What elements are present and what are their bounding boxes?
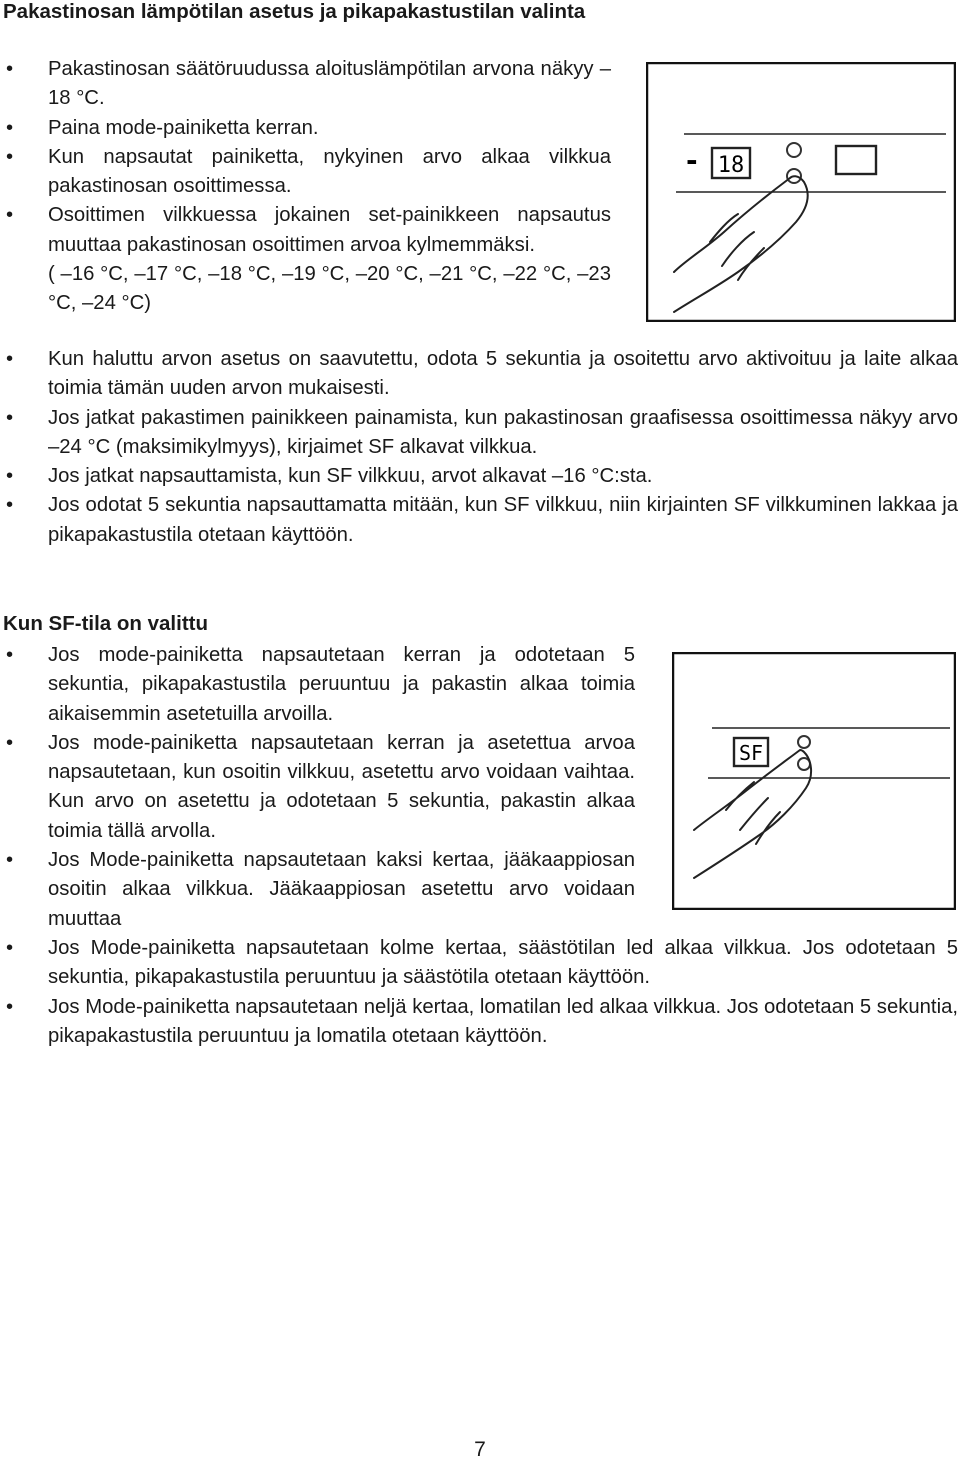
minus-sign: -: [686, 144, 698, 177]
list-item: [3, 404, 958, 463]
bullet: •: [6, 849, 14, 872]
section2-list-narrow: [3, 641, 635, 934]
bullet: •: [6, 731, 14, 754]
page-title: Pakastinosan lämpötilan asetus ja pikapakastustilan valinta: [3, 0, 586, 23]
bullet: •: [6, 204, 14, 227]
list-item-text: Jos mode-painiketta napsautetaan kerran ja odotetaan 5 sekuntia, pikapakastustila peruuntuu ja pakastin alkaa toimia aikaisemmin asetetuilla arvoilla.: [48, 644, 635, 725]
bullet: •: [6, 58, 14, 80]
list-item-text: Jos jatkat pakastimen painikkeen painamista, kun pakastinosan graafisessa osoittimessa näkyy arvo –24 °C (maksimikylmyys), kirjaimet SF alkavat vilkkua.: [48, 406, 958, 458]
set-button: [836, 146, 876, 174]
sf-mode-illustration: [672, 652, 956, 910]
section-heading: Kun SF-tila on valittu: [3, 612, 208, 635]
bullet: •: [6, 494, 14, 517]
bullet: •: [6, 116, 14, 139]
bullet: •: [6, 406, 14, 429]
list-item-text: Jos Mode-painiketta napsautetaan kaksi kertaa, jääkaappiosan osoitin alkaa vilkkua. Jääkaappiosan asetettu arvo voidaan muuttaa: [48, 849, 635, 930]
indicator-led-icon: [798, 736, 810, 748]
page-number: 7: [474, 1438, 486, 1461]
list-item: [3, 143, 611, 202]
list-item: [3, 462, 958, 491]
list-item: [3, 641, 635, 729]
list-item-text: Osoittimen vilkkuessa jokainen set-painikkeen napsautus muuttaa pakastinosan osoittimen arvoa kylmemmäksi.: [48, 204, 611, 256]
indicator-led-icon: [787, 143, 801, 157]
freezer-control-illustration: [646, 62, 956, 322]
list-item-text: Jos jatkat napsauttamista, kun SF vilkkuu, arvot alkavat –16 °C:sta.: [48, 465, 653, 488]
bullet: •: [6, 995, 14, 1018]
list-item: [3, 114, 611, 143]
figure-frame: [673, 653, 955, 909]
section2-list-wide: [3, 934, 958, 1051]
bullet: •: [6, 465, 14, 488]
list-item: [3, 729, 635, 846]
list-item-text: Pakastinosan säätöruudussa aloituslämpötilan arvona näkyy –18 °C.: [48, 58, 611, 110]
bullet: •: [6, 145, 14, 168]
hand-pressing-icon: [674, 176, 808, 312]
list-item-text: Jos odotat 5 sekuntia napsauttamatta mitään, kun SF vilkkuu, niin kirjainten SF vilkkuminen lakkaa ja pikapakastustila otetaan käyttöön.: [48, 494, 958, 546]
display-value: 18: [717, 153, 745, 178]
list-item-text: Kun haluttu arvon asetus on saavutettu, odota 5 sekuntia ja osoitettu arvo aktivoituu ja laite alkaa toimia tämän uuden arvon mukaisesti.: [48, 348, 958, 400]
bullet: •: [6, 644, 14, 666]
list-item: [3, 934, 958, 993]
list-item-text: Jos Mode-painiketta napsautetaan kolme kertaa, säästötilan led alkaa vilkkua. Jos odotetaan 5 sekuntia, pikapakastustila peruuntuu ja säästötila otetaan käyttöön.: [48, 937, 958, 989]
list-item-text: Jos Mode-painiketta napsautetaan neljä kertaa, lomatilan led alkaa vilkkua. Jos odotetaan 5 sekuntia, pikapakastustila peruuntuu ja lomatila otetaan käyttöön.: [48, 995, 958, 1047]
hand-pressing-icon: [694, 750, 811, 878]
value-sequence: [3, 260, 611, 319]
display-value: SF: [738, 741, 764, 765]
value-sequence-text: ( –16 °C, –17 °C, –18 °C, –19 °C, –20 °C, –21 °C, –22 °C, –23 °C, –24 °C): [48, 263, 611, 315]
list-item: [3, 55, 611, 114]
bullet: •: [6, 348, 14, 370]
list-item-text: Kun napsautat painiketta, nykyinen arvo alkaa vilkkua pakastinosan osoittimessa.: [48, 145, 611, 198]
list-item: [3, 201, 611, 260]
section1-list-wide: [3, 345, 958, 550]
section1-list-narrow: [3, 55, 611, 319]
bullet: •: [6, 937, 14, 959]
list-item: [3, 345, 958, 404]
list-item: [3, 846, 635, 934]
list-item: [3, 993, 958, 1052]
list-item-text: Paina mode-painiketta kerran.: [48, 116, 319, 139]
list-item: [3, 491, 958, 550]
list-item-text: Jos mode-painiketta napsautetaan kerran ja asetettua arvoa napsautetaan, kun osoitin vilkkuu, asetettu arvo voidaan vaihtaa. Kun arvo on asetettu ja odotetaan 5 sekuntia, pakastin alkaa toimia tällä arvolla.: [48, 731, 635, 842]
